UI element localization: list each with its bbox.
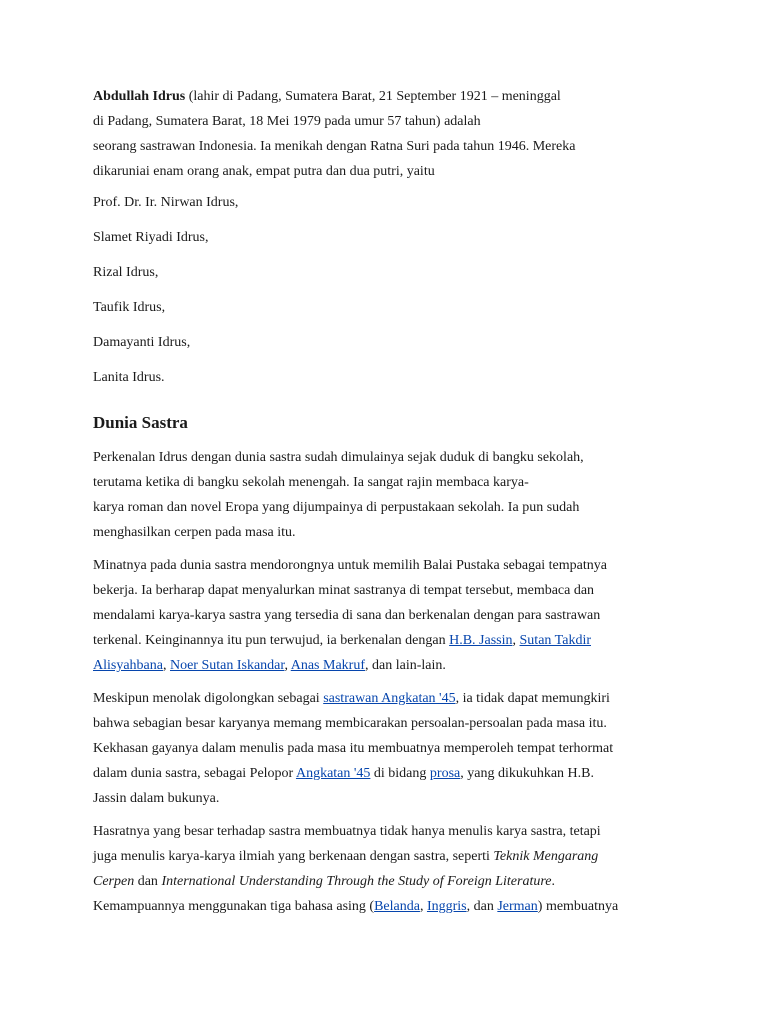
book-title: Cerpen [93,874,135,889]
paragraph-4: Hasratnya yang besar terhadap sastra membuatnya tidak hanya menulis karya sastra, tetapi juga menulis karya-karya ilmiah yang berkenaan dengan sastra, seperti Teknik Mengarang Cerpen dan International Understanding Through the Study of Foreign Literature. Kemampuannya menggunakan tiga bahasa asing (Belanda, Inggris, dan Jerman) membuatnya [93,824,619,914]
child-item: Lanita Idrus. [93,370,165,385]
link-inggris[interactable]: Inggris [426,899,467,914]
child-item: Damayanti Idrus, [93,335,191,350]
intro-line-4: dikaruniai enam orang anak, empat putra dan dua putri, yaitu [93,164,435,179]
link-prosa[interactable]: prosa [429,766,461,781]
intro-line-1: Abdullah Idrus (lahir di Padang, Sumatera Barat, 21 September 1921 – meninggal [93,89,561,104]
link-sutan-takdir[interactable]: Sutan Takdir [519,633,591,648]
book-title: International Understanding Through the Study of Foreign Literature [161,874,552,889]
link-jerman[interactable]: Jerman [497,899,538,914]
link-angkatan-45[interactable]: Angkatan '45 [295,766,371,781]
document-page [93,84,683,927]
intro-line-3: seorang sastrawan Indonesia. Ia menikah dengan Ratna Suri pada tahun 1946. Mereka [93,139,576,154]
link-sastrawan-angkatan-45[interactable]: sastrawan Angkatan '45 [323,691,456,706]
link-anas-makruf[interactable]: Anas Makruf [290,658,365,673]
subject-name: Abdullah Idrus [93,89,186,104]
section-heading: Dunia Sastra [93,413,188,432]
paragraph-1: Perkenalan Idrus dengan dunia sastra sudah dimulainya sejak duduk di bangku sekolah, terutama ketika di bangku sekolah menengah. Ia sangat rajin membaca karya- karya roman dan novel Eropa yang dijumpainya di perpustakaan sekolah. Ia pun sudah menghasilkan cerpen pada masa itu. [93,450,584,540]
link-belanda[interactable]: Belanda [374,899,420,914]
children-list [93,193,683,403]
book-title: Teknik Mengarang [493,849,599,864]
link-noer-sutan-iskandar[interactable]: Noer Sutan Iskandar [169,658,285,673]
child-item: Rizal Idrus, [93,265,159,280]
intro-line-2: di Padang, Sumatera Barat, 18 Mei 1979 pada umur 57 tahun) adalah [93,114,481,129]
paragraph-2: Minatnya pada dunia sastra mendorongnya untuk memilih Balai Pustaka sebagai tempatnya bekerja. Ia berharap dapat menyalurkan minat sastranya di tempat tersebut, membaca dan mendalami karya-karya sastra yang tersedia di sana dan berkenalan dengan para sastrawan terkenal. Keinginannya itu pun terwujud, ia berkenalan dengan H.B. Jassin, Sutan Takdir Alisyahbana, Noer Sutan Iskandar, Anas Makruf, dan lain-lain. [93,558,607,673]
paragraph-3: Meskipun menolak digolongkan sebagai sastrawan Angkatan '45, ia tidak dapat memungkiri bahwa sebagian besar karyanya memang membicarakan persoalan-persoalan pada masa itu. Kekhasan gayanya dalam menulis pada masa itu membuatnya memperoleh tempat terhormat dalam dunia sastra, sebagai Pelopor Angkatan '45 di bidang prosa, yang dikukuhkan H.B. Jassin dalam bukunya. [93,691,614,806]
link-hb-jassin[interactable]: H.B. Jassin [449,633,513,648]
child-item: Slamet Riyadi Idrus, [93,230,209,245]
intro-paragraph [93,84,683,184]
child-item: Prof. Dr. Ir. Nirwan Idrus, [93,195,239,210]
link-sutan-takdir-alisyahbana[interactable]: Alisyahbana [93,658,163,673]
child-item: Taufik Idrus, [93,300,166,315]
